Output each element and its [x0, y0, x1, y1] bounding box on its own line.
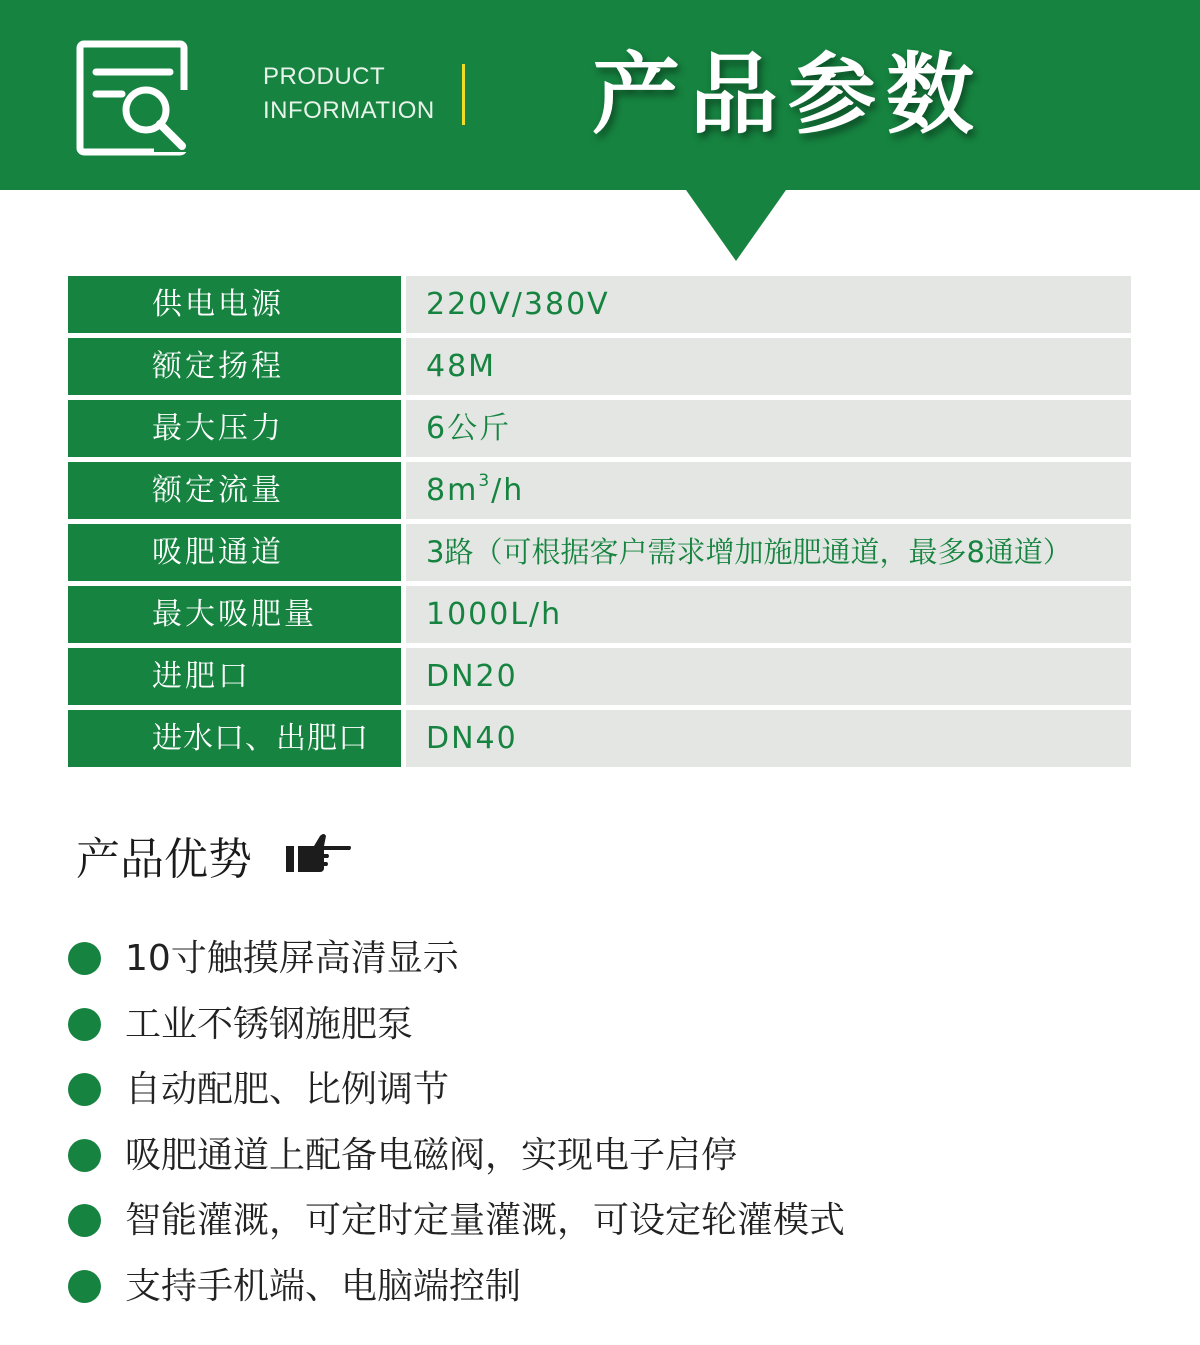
english-title-line2: INFORMATION: [263, 97, 435, 124]
english-title-line1: PRODUCT: [263, 63, 386, 90]
pointing-hand-icon: [284, 832, 352, 878]
advantages-list: [68, 926, 1128, 1319]
flow-value: 8m: [426, 473, 479, 508]
spec-label: 最大压力: [68, 400, 401, 457]
list-item: [68, 1254, 1128, 1320]
advantage-text: 工业不锈钢施肥泵: [125, 1003, 414, 1045]
spec-row: [68, 338, 1131, 395]
spec-label: 额定扬程: [68, 338, 401, 395]
spec-label: 最大吸肥量: [68, 586, 401, 643]
spec-value: 220V/380V: [406, 276, 1131, 333]
spec-value: 48M: [406, 338, 1131, 395]
spec-row: [68, 586, 1131, 643]
spec-label: 吸肥通道: [68, 524, 401, 581]
spec-label: 进肥口: [68, 648, 401, 705]
search-document-icon: [76, 40, 196, 160]
spec-table: [68, 276, 1131, 772]
advantage-text: 吸肥通道上配备电磁阀，实现电子启停: [125, 1134, 738, 1176]
flow-value-suffix: /h: [491, 473, 525, 508]
list-item: [68, 926, 1128, 992]
header-pointer-arrow: [0, 190, 1200, 262]
advantage-text: 10寸触摸屏高清显示: [125, 938, 459, 979]
list-item: [68, 1057, 1128, 1123]
bullet-dot-icon: [68, 1139, 101, 1172]
english-title: [263, 60, 453, 128]
title-divider: [462, 64, 465, 125]
spec-row: [68, 710, 1131, 767]
advantages-heading: 产品优势: [76, 834, 252, 885]
spec-row: [68, 648, 1131, 705]
header-banner: [0, 0, 1200, 190]
page-title: 产品参数: [592, 43, 985, 146]
spec-value: DN40: [406, 710, 1131, 767]
list-item: [68, 1123, 1128, 1189]
advantage-text: 自动配肥、比例调节: [125, 1069, 450, 1110]
spec-value: 3路（可根据客户需求增加施肥通道，最多8通道）: [406, 524, 1131, 581]
list-item: [68, 992, 1128, 1058]
spec-label: 进水口、出肥口: [68, 710, 401, 767]
spec-value: 1000L/h: [406, 586, 1131, 643]
bullet-dot-icon: [68, 1008, 101, 1041]
spec-row: [68, 524, 1131, 581]
advantage-text: 智能灌溉，可定时定量灌溉，可设定轮灌模式: [125, 1200, 846, 1241]
advantage-text: 支持手机端、电脑端控制: [125, 1265, 522, 1307]
spec-row: [68, 400, 1131, 457]
spec-value: DN20: [406, 648, 1131, 705]
spec-row: [68, 462, 1131, 519]
spec-value-flow: [406, 462, 1131, 519]
spec-value: 6公斤: [406, 400, 1131, 457]
flow-value-superscript: 3: [478, 471, 492, 491]
bullet-dot-icon: [68, 1204, 101, 1237]
list-item: [68, 1188, 1128, 1254]
spec-label: 供电电源: [68, 276, 401, 333]
bullet-dot-icon: [68, 1270, 101, 1303]
bullet-dot-icon: [68, 1073, 101, 1106]
spec-label: 额定流量: [68, 462, 401, 519]
bullet-dot-icon: [68, 942, 101, 975]
spec-row: [68, 276, 1131, 333]
